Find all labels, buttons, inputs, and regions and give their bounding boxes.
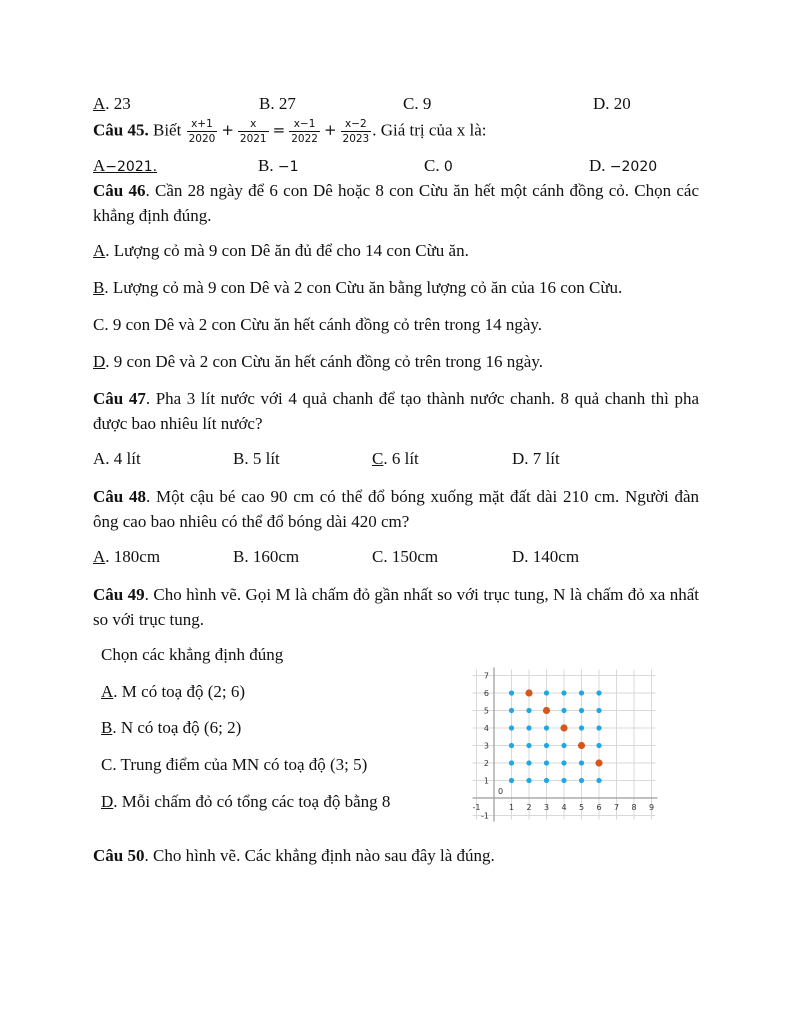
blue-point [596, 778, 601, 783]
x-tick-label: 3 [543, 803, 550, 812]
q44-option-c: C. 9 [403, 94, 432, 113]
blue-point [579, 778, 584, 783]
blue-point [509, 725, 514, 730]
blue-point [544, 760, 549, 765]
q47-option-b: B. 5 lít [233, 449, 280, 468]
q47-question: Câu 47. Pha 3 lít nước với 4 quả chanh để tạo thành nước chanh. 8 quả chanh thì pha được bao nhiêu lít nước? [93, 389, 699, 433]
y-tick-label: 2 [483, 759, 489, 768]
x-tick-label: 6 [596, 803, 602, 812]
blue-point [544, 743, 549, 748]
q48-option-d: D. 140cm [512, 547, 580, 566]
q47-option-d: D. 7 lít [512, 449, 560, 468]
q47-label: Câu 47 [93, 389, 146, 408]
q46-option-c: C. 9 con Dê và 2 con Cừu ăn hết cánh đồng cỏ trên trong 14 ngày. [93, 315, 543, 334]
y-tick-label: 3 [483, 741, 489, 751]
y-tick-label: 7 [483, 671, 489, 681]
x-tick-label: 2 [526, 803, 532, 812]
red-point [525, 689, 532, 696]
graph-points [509, 689, 603, 783]
q45-fraction-4: $\frac{x-2}{2023}$ [342, 118, 370, 146]
q48-option-c: C. 150cm [372, 547, 439, 566]
red-point [543, 707, 550, 714]
blue-point [544, 690, 549, 695]
q45-question: Câu 45. Biết $\frac{x+1}{2020}$ + $\frac{x}{2021}$ = $\frac{x-1}{2022}$ + $\frac{x-2}{2023}$ . Giá trị của x là: [93, 118, 487, 146]
y-tick-label: -1 [481, 811, 489, 821]
blue-point [579, 690, 584, 695]
q44-option-a: A. 23 [93, 94, 131, 113]
q50-label: Câu 50 [93, 846, 145, 865]
q49-label: Câu 49 [93, 585, 145, 604]
x-tick-label: -1 [472, 803, 481, 812]
blue-point [509, 708, 514, 713]
blue-point [596, 708, 601, 713]
q44-option-d: D. 20 [593, 94, 631, 113]
y-tick-label: 4 [483, 724, 489, 733]
blue-point [526, 743, 531, 748]
q49-option-d: D. Mỗi chấm đỏ có tổng các toạ độ bằng 8 [101, 792, 391, 811]
q46-option-d: D. 9 con Dê và 2 con Cừu ăn hết cánh đồng cỏ trên trong 16 ngày. [93, 352, 543, 371]
blue-point [509, 778, 514, 783]
q46-option-b: B. Lượng cỏ mà 9 con Dê và 2 con Cừu ăn bằng lượng cỏ ăn của 16 con Cừu. [93, 278, 623, 297]
y-tick-label: 6 [483, 689, 489, 698]
blue-point [596, 725, 601, 730]
blue-point [544, 778, 549, 783]
blue-point [544, 725, 549, 730]
q48-label: Câu 48 [93, 487, 146, 506]
blue-point [561, 760, 566, 765]
blue-point [526, 760, 531, 765]
q45-option-a: A−2021. [93, 156, 158, 175]
red-point [595, 759, 602, 766]
blue-point [526, 725, 531, 730]
x-tick-label: 5 [578, 803, 585, 812]
blue-point [561, 690, 566, 695]
q49-question: Câu 49. Cho hình vẽ. Gọi M là chấm đỏ gần nhất so với trục tung, N là chấm đỏ xa nhất so với trục tung. [93, 585, 699, 629]
q45-fraction-3: $\frac{x-1}{2022}$ [291, 118, 318, 146]
x-tick-label: 4 [561, 803, 567, 812]
blue-point [561, 743, 566, 748]
blue-point [561, 778, 566, 783]
q45-option-d: D. −2020 [589, 156, 658, 175]
blue-point [526, 708, 531, 713]
q49-prompt: Chọn các khẳng định đúng [101, 645, 284, 664]
y-tick-label: 1 [483, 776, 489, 786]
q48-option-a: A. 180cm [93, 547, 161, 566]
q49-option-b: B. N có toạ độ (6; 2) [101, 718, 242, 737]
q47-option-a: A. 4 lít [93, 449, 141, 468]
blue-point [509, 743, 514, 748]
blue-point [526, 778, 531, 783]
x-tick-label: 9 [648, 803, 655, 812]
coordinate-graph [464, 644, 664, 828]
q50-question: Câu 50. Cho hình vẽ. Các khẳng định nào sau đây là đúng. [93, 846, 495, 865]
blue-point [596, 743, 601, 748]
q45-fraction-1: $\frac{x+1}{2020}$ [188, 118, 216, 146]
red-point [578, 742, 585, 749]
blue-point [596, 690, 601, 695]
q46-question: Câu 46. Cần 28 ngày để 6 con Dê hoặc 8 con Cừu ăn hết một cánh đồng cỏ. Chọn các khẳng định đúng. [93, 181, 700, 225]
q46-label: Câu 46 [93, 181, 146, 200]
q49-option-a: A. M có toạ độ (2; 6) [101, 682, 246, 701]
q46-option-a: A. Lượng cỏ mà 9 con Dê ăn đủ để cho 14 con Cừu ăn. [93, 241, 469, 260]
q45-fraction-2: $\frac{x}{2021}$ [239, 118, 267, 146]
q48-question: Câu 48. Một cậu bé cao 90 cm có thể đổ bóng xuống mặt đất dài 210 cm. Người đàn ông cao bao nhiêu có thể đổ bóng dài 420 cm? [93, 487, 700, 531]
x-tick-label: 1 [508, 803, 515, 812]
q44-option-b: B. 27 [259, 94, 296, 113]
origin-label: 0 [498, 787, 504, 796]
blue-point [561, 708, 566, 713]
red-point [560, 724, 567, 731]
q45-label: Câu 45. [93, 120, 149, 140]
blue-point [579, 708, 584, 713]
blue-point [579, 760, 584, 765]
blue-point [509, 690, 514, 695]
blue-point [509, 760, 514, 765]
x-tick-label: 7 [613, 803, 620, 812]
blue-point [579, 725, 584, 730]
y-tick-label: 5 [483, 706, 489, 716]
q45-option-c: C. 0 [424, 156, 453, 175]
q48-option-b: B. 160cm [233, 547, 300, 566]
q45-option-b: B. −1 [258, 156, 299, 175]
q49-option-c: C. Trung điểm của MN có toạ độ (3; 5) [101, 755, 368, 774]
q47-option-c: C. 6 lít [372, 449, 419, 468]
x-tick-label: 8 [631, 803, 637, 812]
